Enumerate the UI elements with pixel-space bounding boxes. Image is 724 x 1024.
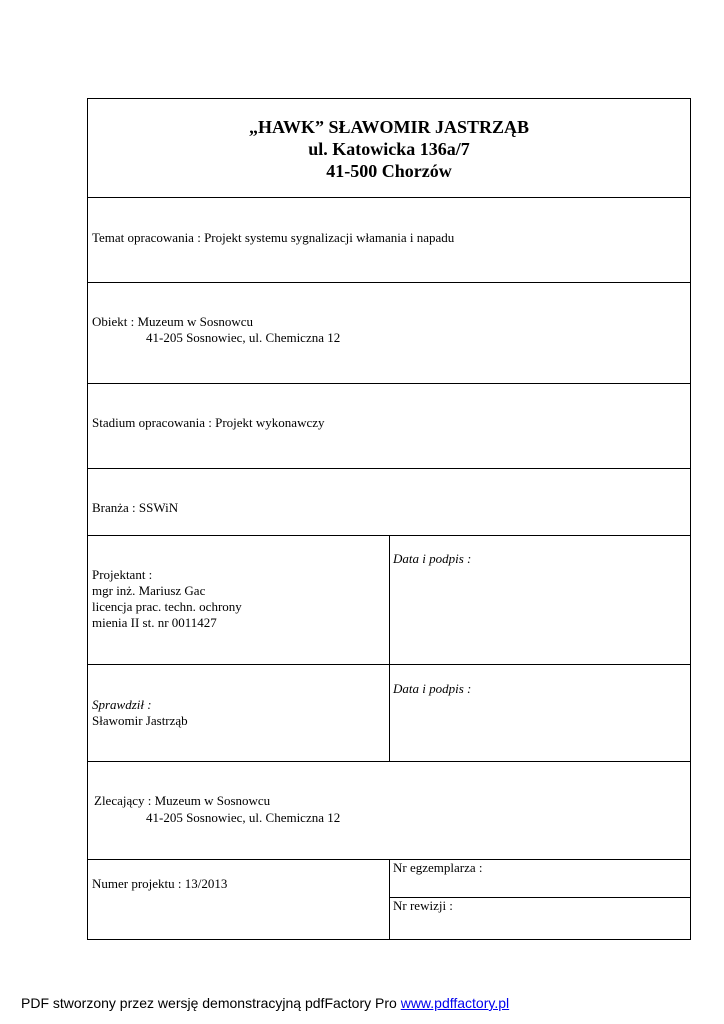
stage-text: Stadium opracowania : Projekt wykonawczy xyxy=(92,415,325,430)
checker-row xyxy=(88,665,690,762)
branch-text: Branża : SSWiN xyxy=(92,500,179,515)
object-line1: Obiekt : Muzeum w Sosnowcu xyxy=(92,314,254,329)
client-line1: Zlecający : Muzeum w Sosnowcu xyxy=(94,793,271,808)
project-row xyxy=(88,860,690,939)
project-number: Numer projektu : 13/2013 xyxy=(92,876,228,891)
title-page-table xyxy=(87,98,691,940)
topic-row xyxy=(88,198,690,283)
client-row xyxy=(88,762,690,860)
company-header xyxy=(88,116,690,182)
checker-name: Sławomir Jastrząb xyxy=(92,713,188,728)
designer-column-divider xyxy=(389,536,390,664)
designer-label: Projektant : xyxy=(92,567,153,582)
footer-text: PDF stworzony przez wersję demonstracyjną pdfFactory Pro xyxy=(21,995,401,1011)
branch-row xyxy=(88,469,690,536)
company-city: 41-500 Chorzów xyxy=(326,161,452,181)
topic-text: Temat opracowania : Projekt systemu sygnalizacji włamania i napadu xyxy=(92,230,455,245)
company-header-row xyxy=(88,99,690,198)
designer-name: mgr inż. Mariusz Gac xyxy=(92,583,206,598)
checker-label: Sprawdził : xyxy=(92,697,152,712)
stage-row xyxy=(88,384,690,469)
client-line2: 41-205 Sosnowiec, ul. Chemiczna 12 xyxy=(146,810,341,825)
revision-number-label: Nr rewizji : xyxy=(393,898,453,913)
company-name: „HAWK” SŁAWOMIR JASTRZĄB xyxy=(248,117,530,137)
designer-sign-label: Data i podpis : xyxy=(393,551,472,566)
copy-number-label: Nr egzemplarza : xyxy=(393,860,483,875)
project-column-divider xyxy=(389,860,390,939)
designer-license-line2: mienia II st. nr 0011427 xyxy=(92,615,217,630)
object-line2: 41-205 Sosnowiec, ul. Chemiczna 12 xyxy=(146,330,341,345)
designer-row xyxy=(88,536,690,665)
checker-column-divider xyxy=(389,665,390,761)
pdffactory-link[interactable]: www.pdffactory.pl xyxy=(400,995,510,1011)
object-row xyxy=(88,283,690,384)
company-street: ul. Katowicka 136a/7 xyxy=(308,139,470,159)
checker-sign-label: Data i podpis : xyxy=(393,681,472,696)
pdf-watermark-footer xyxy=(21,995,509,1012)
designer-license-line1: licencja prac. techn. ochrony xyxy=(92,599,242,614)
